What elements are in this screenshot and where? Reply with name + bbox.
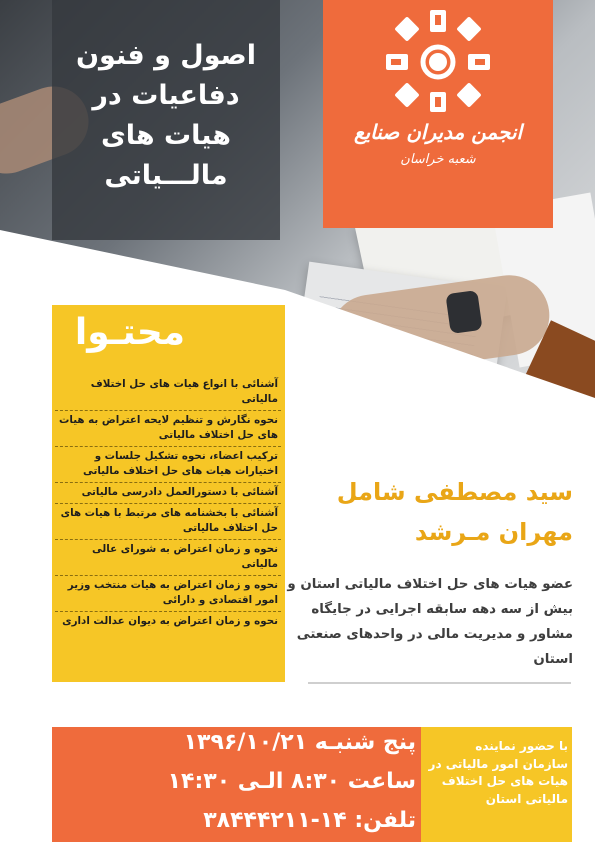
event-time: ساعت ۸:۳۰ الـی ۱۴:۳۰ bbox=[167, 769, 416, 794]
gear-ring-logo-icon bbox=[382, 2, 494, 114]
list-item: آشنائی با انواع هیات های حل اختلاف مالیاتی bbox=[55, 375, 281, 411]
logo-organization-name: انجمن مدیران صنایع bbox=[353, 120, 523, 144]
title-line: دفاعیات در bbox=[92, 80, 240, 111]
event-title bbox=[60, 36, 272, 196]
list-item: نحوه و زمان اعتراض به دیوان عدالت اداری bbox=[62, 615, 278, 627]
logo-branch-name: شعبه خراسان bbox=[400, 152, 476, 167]
content-heading: محتـوا bbox=[74, 312, 186, 353]
event-date: پنج شنبـه ۱۳۹۶/۱۰/۲۱ bbox=[183, 730, 416, 755]
speaker-name-first: سید مصطفی شامل bbox=[336, 478, 573, 506]
presence-note: با حضور نماینده سازمان امور مالیاتی در هیات های حل اختلاف مالیاتی استان bbox=[428, 739, 568, 806]
list-item: نحوه نگارش و تنظیم لایحه اعتراض به هیات های حل اختلاف مالیاتی bbox=[55, 411, 281, 447]
content-list bbox=[55, 375, 281, 632]
speaker-name-second: مهران مـرشد bbox=[414, 518, 573, 546]
list-item: نحوه و زمان اعتراض به شورای عالی مالیاتی bbox=[55, 540, 281, 576]
list-item: آشنائی با بخشنامه های مرتبط با هیات های حل اختلاف مالیاتی bbox=[55, 504, 281, 540]
divider bbox=[308, 682, 571, 684]
title-line: اصول و فنون bbox=[76, 40, 256, 71]
list-item: نحوه و زمان اعتراض به هیات منتخب وزیر امور اقتصادی و دارائی bbox=[55, 576, 281, 612]
title-line: هیات های bbox=[100, 120, 232, 151]
list-item: ترکیب اعضاء، نحوه تشکیل جلسات و اختیارات هیات های حل اختلاف مالیاتی bbox=[55, 447, 281, 483]
speaker-bio: عضو هیات های حل اختلاف مالیاتی استان و بیش از سه دهه سابقه اجرایی در جایگاه مشاور و مدیریت مالی در واحدهای صنعتی استان bbox=[287, 577, 573, 667]
event-phone: تلفن: ۱۴-۳۸۴۴۴۲۱۱ bbox=[203, 808, 416, 833]
title-line: مالـــیاتی bbox=[104, 160, 228, 191]
list-item: آشنائی با دستورالعمل دادرسی مالیاتی bbox=[55, 483, 281, 504]
